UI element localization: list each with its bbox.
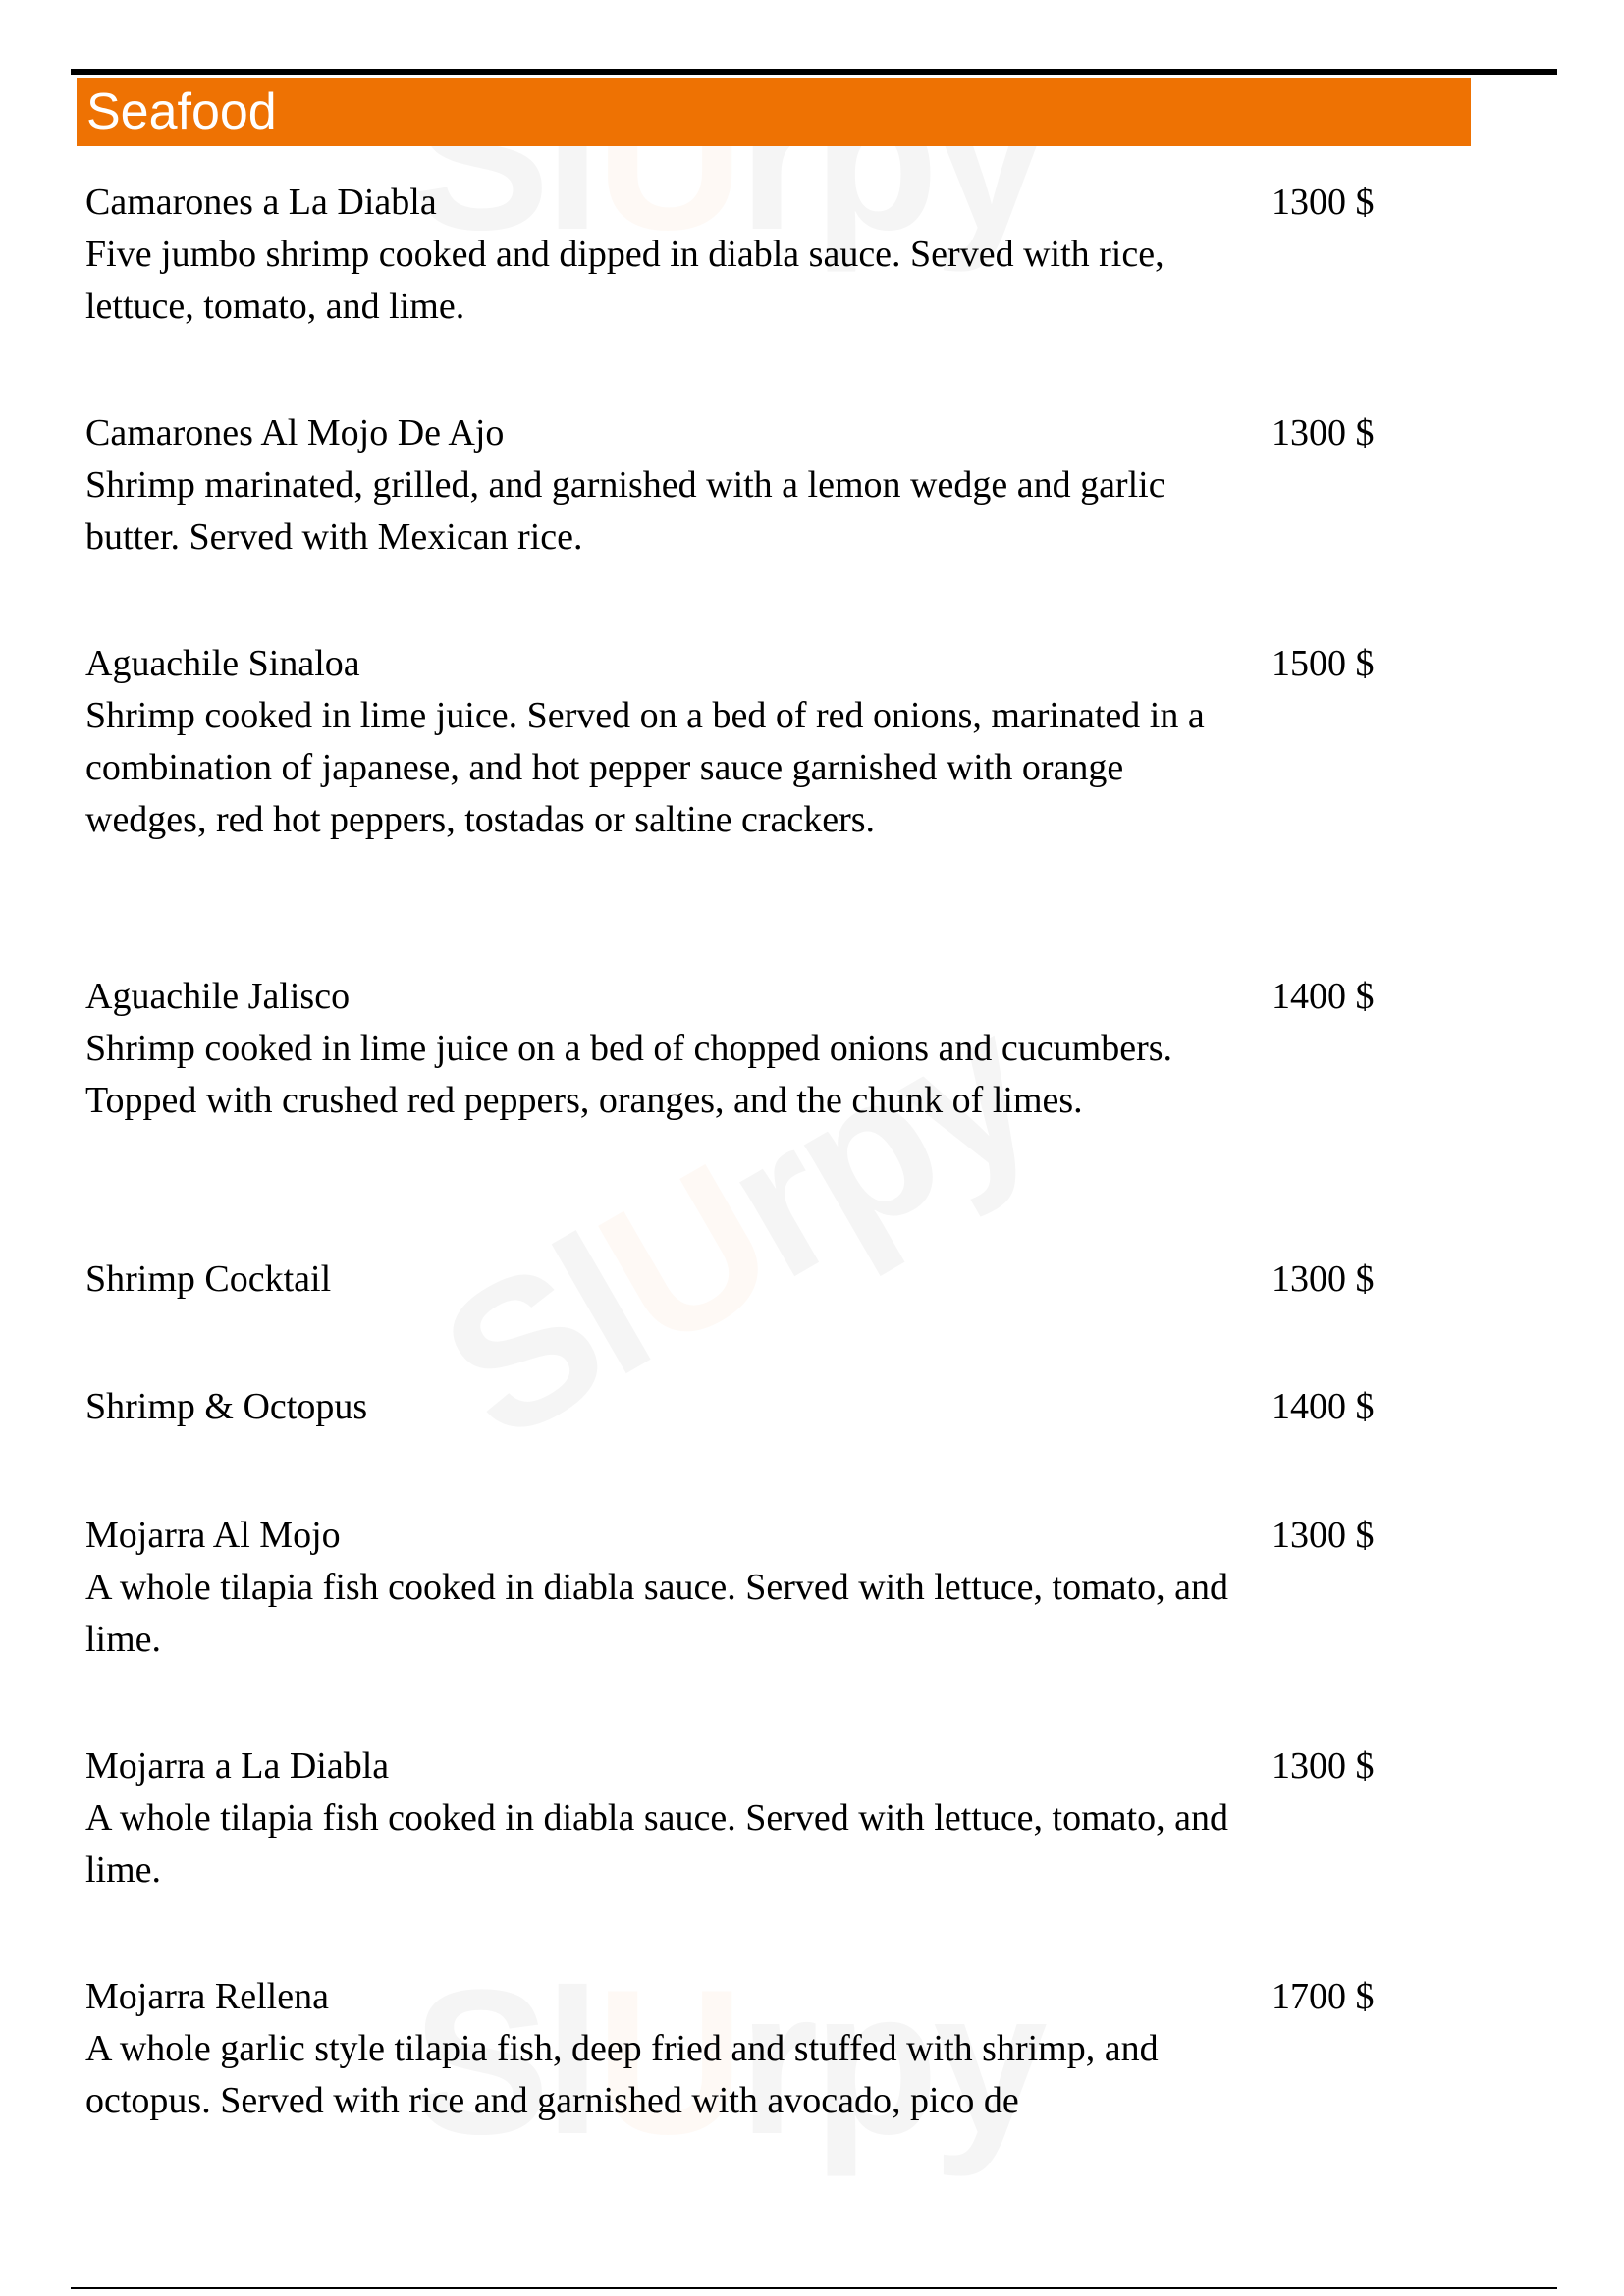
section-header (77, 78, 1471, 146)
item-price: 1300 $ (1272, 1258, 1375, 1300)
item-name: Mojarra a La Diabla (85, 1745, 390, 1787)
item-price: 1300 $ (1272, 1515, 1375, 1556)
item-price: 1700 $ (1272, 1976, 1375, 2017)
item-price: 1400 $ (1272, 1386, 1375, 1427)
menu-item (85, 971, 1391, 1127)
item-description: A whole tilapia fish cooked in diabla sauce. Served with lettuce, tomato, and lime. (85, 1797, 1228, 1891)
item-price: 1300 $ (1272, 1745, 1375, 1787)
item-name: Shrimp & Octopus (85, 1386, 368, 1427)
item-name: Mojarra Rellena (85, 1976, 329, 2017)
item-name: Mojarra Al Mojo (85, 1515, 341, 1556)
bottom-divider (71, 2287, 1557, 2289)
menu-item (85, 1510, 1391, 1666)
item-description: Five jumbo shrimp cooked and dipped in diabla sauce. Served with rice, lettuce, tomato, and lime. (85, 234, 1164, 327)
item-name: Shrimp Cocktail (85, 1258, 332, 1300)
item-name: Aguachile Sinaloa (85, 643, 360, 684)
menu-item (85, 177, 1391, 333)
section-title: Seafood (86, 83, 277, 140)
item-price: 1500 $ (1272, 643, 1375, 684)
item-description: Shrimp cooked in lime juice. Served on a bed of red onions, marinated in a combination of japanese, and hot pepper sauce garnished with orange wedges, red hot peppers, tostadas or saltine crackers. (85, 695, 1205, 840)
top-divider (71, 69, 1557, 75)
item-description: Shrimp cooked in lime juice on a bed of chopped onions and cucumbers. Topped with crushed red peppers, oranges, and the chunk of limes. (85, 1028, 1173, 1121)
menu-item (85, 1381, 1391, 1433)
menu-item (85, 638, 1391, 846)
item-name: Aguachile Jalisco (85, 976, 351, 1017)
menu-item (85, 407, 1391, 563)
menu-item (85, 1971, 1391, 2127)
item-price: 1400 $ (1272, 976, 1375, 1017)
menu-item (85, 1254, 1391, 1306)
item-price: 1300 $ (1272, 182, 1375, 223)
item-name: Camarones Al Mojo De Ajo (85, 412, 505, 454)
item-name: Camarones a La Diabla (85, 182, 437, 223)
menu-item (85, 1740, 1391, 1896)
item-price: 1300 $ (1272, 412, 1375, 454)
item-description: A whole garlic style tilapia fish, deep fried and stuffed with shrimp, and octopus. Served with rice and garnished with avocado, pico de (85, 2028, 1159, 2121)
item-description: Shrimp marinated, grilled, and garnished with a lemon wedge and garlic butter. Served with Mexican rice. (85, 464, 1165, 558)
item-description: A whole tilapia fish cooked in diabla sauce. Served with lettuce, tomato, and lime. (85, 1567, 1228, 1660)
